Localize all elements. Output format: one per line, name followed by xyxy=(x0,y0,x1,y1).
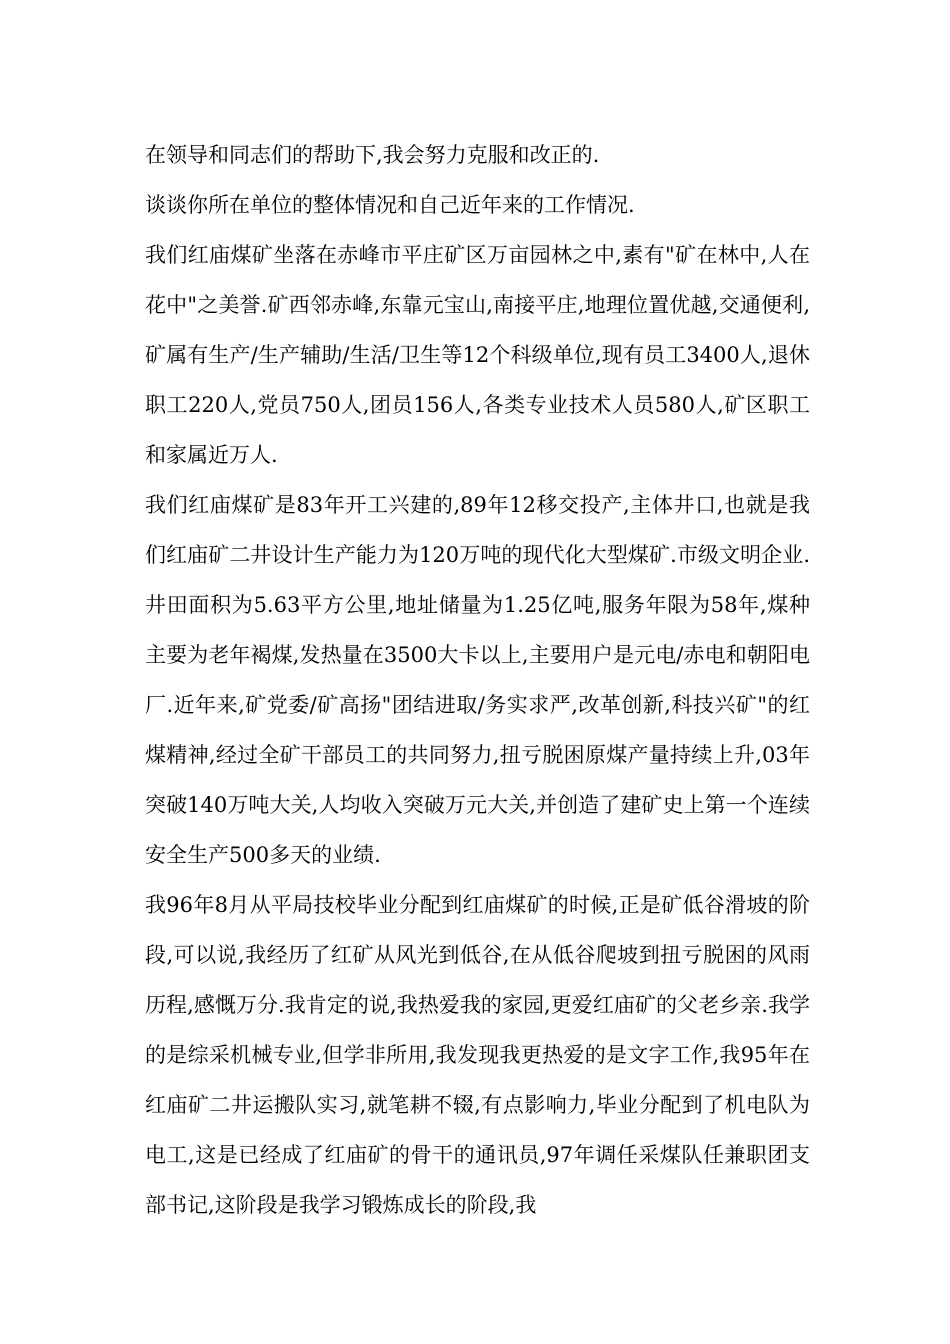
paragraph-3: 我们红庙煤矿坐落在赤峰市平庄矿区万亩园林之中,素有"矿在林中,人在花中"之美誉.矿西邻赤峰,东靠元宝山,南接平庄,地理位置优越,交通便利,矿属有生产/生产辅助/生活/卫生等12个科级单位,现有员工3400人,退休职工220人,党员750人,团员156人,各类专业技术人员580人,矿区职工和家属近万人. xyxy=(145,243,810,467)
paragraph-1: 在领导和同志们的帮助下,我会努力克服和改正的. xyxy=(145,143,600,167)
paragraph-4: 我们红庙煤矿是83年开工兴建的,89年12移交投产,主体井口,也就是我们红庙矿二井设计生产能力为120万吨的现代化大型煤矿.市级文明企业.井田面积为5.63平方公里,地址储量为1.25亿吨,服务年限为58年,煤种主要为老年褐煤,发热量在3500大卡以上,主要用户是元电/赤电和朝阳电厂.近年来,矿党委/矿高扬"团结进取/务实求严,改革创新,科技兴矿"的红煤精神,经过全矿干部员工的共同努力,扭亏脱困原煤产量持续上升,03年突破140万吨大关,人均收入突破万元大关,并创造了建矿史上第一个连续安全生产500多天的业绩. xyxy=(145,493,810,867)
document-body xyxy=(145,130,810,1230)
paragraph-5: 我96年8月从平局技校毕业分配到红庙煤矿的时候,正是矿低谷滑坡的阶段,可以说,我经历了红矿从风光到低谷,在从低谷爬坡到扭亏脱困的风雨历程,感慨万分.我肯定的说,我热爱我的家园,更爱红庙矿的父老乡亲.我学的是综采机械专业,但学非所用,我发现我更热爱的是文字工作,我95年在红庙矿二井运搬队实习,就笔耕不辍,有点影响力,毕业分配到了机电队为电工,这是已经成了红庙矿的骨干的通讯员,97年调任采煤队任兼职团支部书记,这阶段是我学习锻炼成长的阶段,我 xyxy=(145,893,810,1217)
paragraph-2: 谈谈你所在单位的整体情况和自己近年来的工作情况. xyxy=(145,193,635,217)
